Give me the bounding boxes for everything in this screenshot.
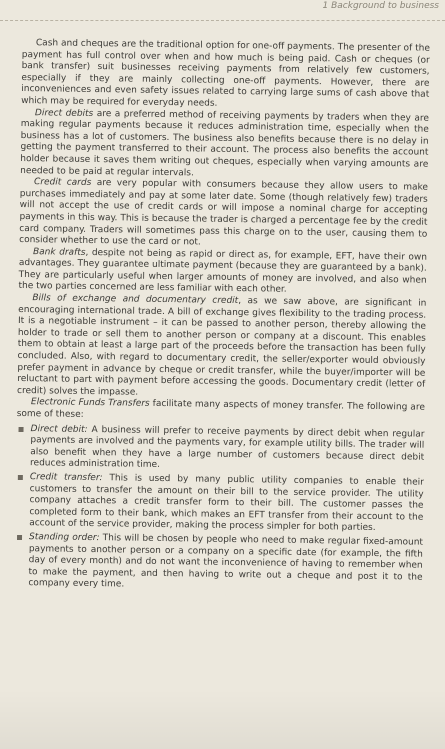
- paragraph-credit-cards: Credit cards are very popular with consumers because they allow users to make purchases immediately and pay at some later date. Some (though relatively few) traders will not accept the use of credit cards or will impose a nominal charge for accepting payments in this way. This is because the trader is charged a percentage fee by the credit card company. Traders will sometimes pass this charge on to the user, causing them to consider whether to use the card or not.: [19, 177, 429, 248]
- term: Credit cards: [33, 177, 92, 189]
- page-shadow: [0, 689, 445, 749]
- term: Bills of exchange and documentary credit: [32, 293, 239, 307]
- term: Credit transfer:: [29, 472, 103, 484]
- paragraph-bank-drafts: Bank drafts, despite not being as rapid or direct as, for example, EFT, have their own advantages. They guarantee ultimate payment (because they are guaranteed by a bank). They are particularly useful when larger amounts of money are involved, and also when the two parties concerned are less familiar with each other.: [18, 246, 428, 296]
- square-bullet-icon: [19, 427, 24, 432]
- square-bullet-icon: [18, 475, 23, 480]
- term: Bank drafts: [32, 246, 86, 258]
- term: Standing order:: [28, 532, 100, 544]
- term: Electronic Funds Transfers: [30, 397, 150, 410]
- paragraph-cash-cheques: Cash and cheques are the traditional option for one-off payments. The presenter of the payment has full control over when and how much is being paid. Cash or cheques (or bank transfer) suit businesses receiving payments from relatively few customers, especially if they are mainly collecting one-off payments. However, there are inconveniences and even safety issues related to carrying large sums of cash above that which may be required for everyday needs.: [21, 38, 430, 109]
- chapter-title: 1 Background to business: [322, 1, 439, 11]
- square-bullet-icon: [17, 535, 22, 540]
- list-item: Credit transfer: This is used by many public utility companies to enable their customers to transfer the amount on their bill to the service provider. The utility company attaches a credit transfer form to their bill. The customer passes the completed form to their bank, which makes an EFT transfer from their account to the account of the service provider, making the process simpler for both parties.: [15, 472, 424, 536]
- body-text: [14, 38, 430, 598]
- paragraph-bills-of-exchange: Bills of exchange and documentary credit, as we saw above, are significant in encouraging international trade. A bill of exchange gives flexibility to the trading process. It is a negotiable instrument – it can be passed to another person, thereby allowing the holder to trade or sell them to another person or company at a discount. This enables them to obtain at least a large part of the proceeds before the transaction has been fully concluded. Also, with regard to documentary credit, the seller/exporter would obviously prefer payment in advance by cheque or credit transfer, while the buyer/importer will be reluctant to part with payment before accessing the goods. Documentary credit (letter of credit) solves the impasse.: [17, 293, 427, 398]
- list-item: Direct debit: A business will prefer to receive payments by direct debit when regular payments are involved and the payments vary, for example utility bills. The trader will also benefit when they have a large number of customers because direct debit reduces administration time.: [16, 424, 425, 476]
- running-header: [0, 0, 445, 21]
- paragraph-direct-debits: Direct debits are a preferred method of receiving payments by traders when they are making regular payments because it reduces administration time, especially when the business has a lot of customers. The business also benefits because there is no delay in getting the payment transferred to their account. The process also benefits the account holder because it saves them writing out cheques, especially when varying amounts are needed to be paid at regular intervals.: [20, 107, 429, 178]
- list-item: Standing order: This will be chosen by people who need to make regular fixed-amount payments to another person or a company on a specific date (for example, the fifth day of every month) and do not want the inconvenience of having to remember when to make the payment, and then having to write out a cheque and post it to the company every time.: [14, 532, 423, 596]
- bullet-list: [14, 424, 424, 596]
- paragraph-eft: Electronic Funds Transfers facilitate many aspects of money transfer. The following are some of these:: [16, 397, 425, 420]
- term: Direct debit:: [30, 423, 88, 435]
- term: Direct debits: [34, 107, 94, 119]
